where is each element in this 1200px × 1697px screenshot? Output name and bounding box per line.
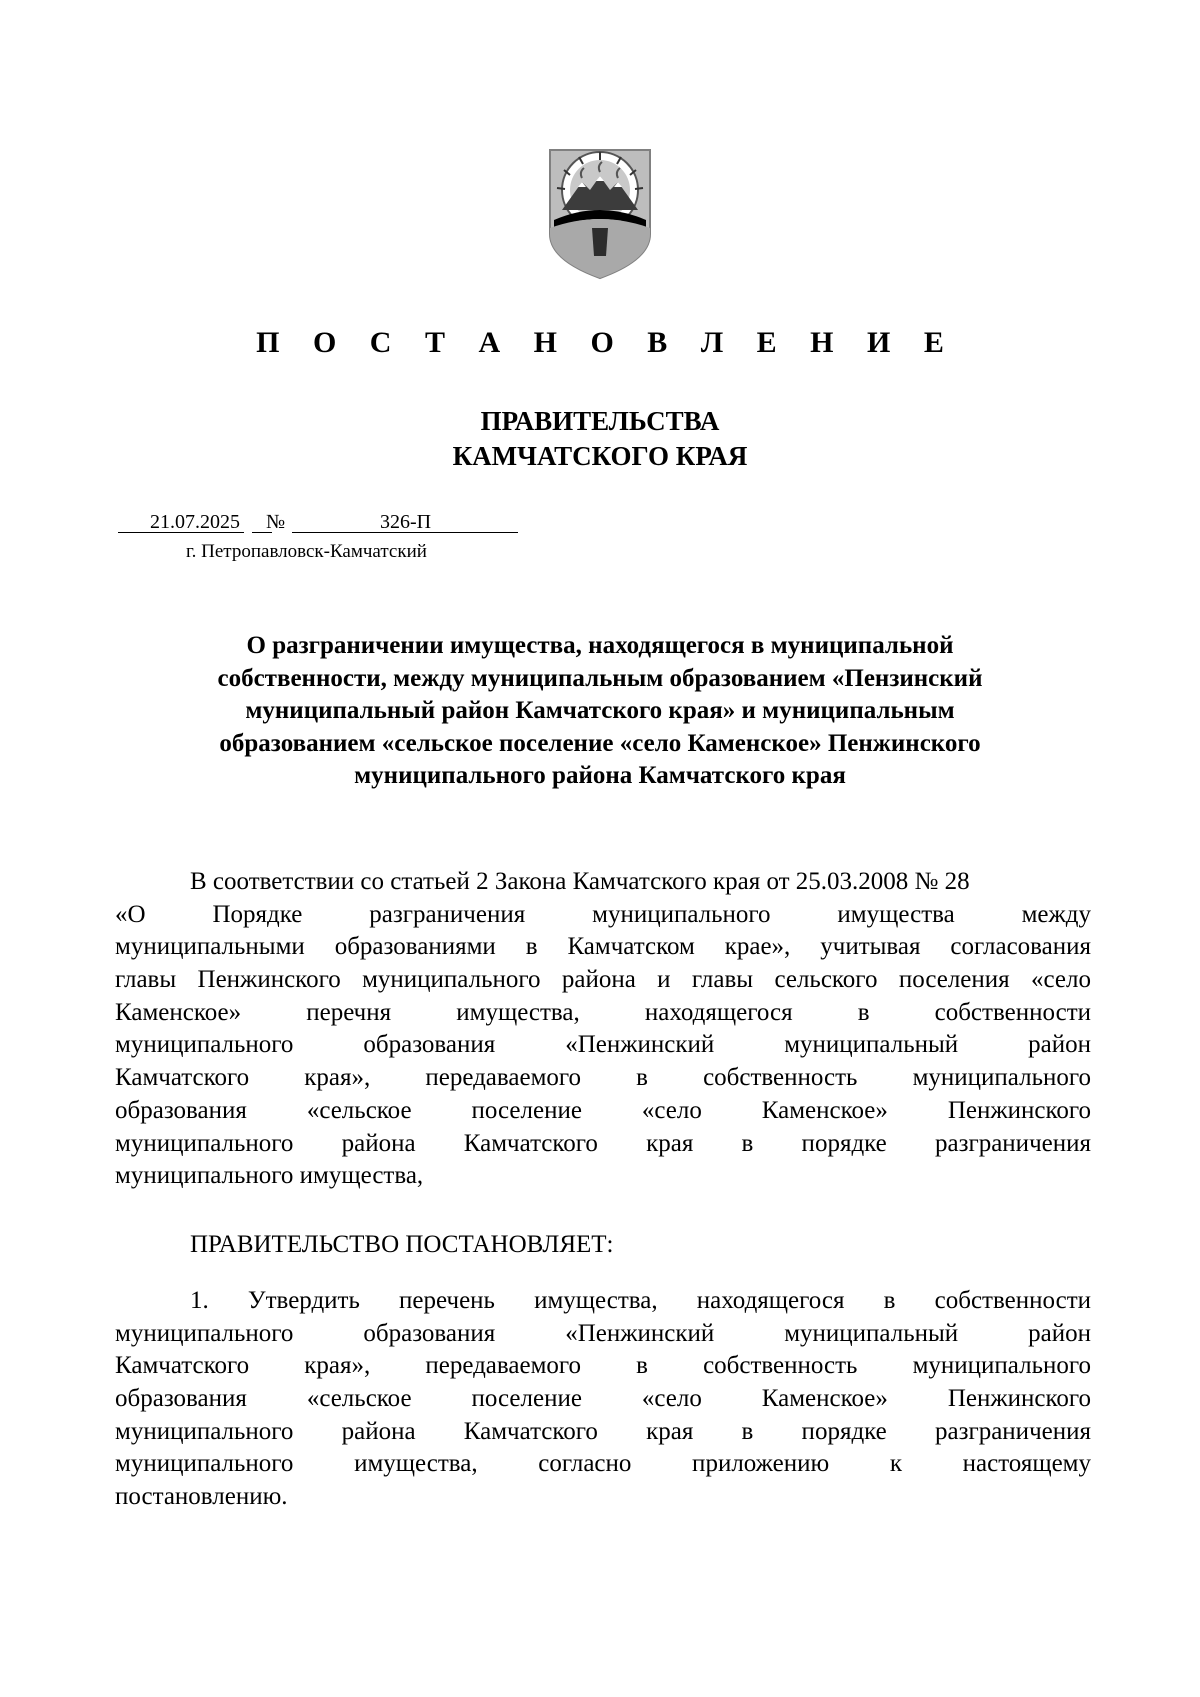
text-line: Камчатского края», передаваемого в собственность муниципального [115, 1064, 1091, 1092]
preamble-paragraph [115, 866, 1091, 1193]
issuer-line-2: КАМЧАТСКОГО КРАЯ [452, 441, 748, 471]
heading-line: образованием «сельское поселение «село Каменское» Пенжинского [219, 729, 981, 757]
text-line: муниципального района Камчатского края в порядке разграничения [115, 1129, 1091, 1157]
text-line: постановлению. [115, 1483, 288, 1511]
heading-line: О разграничении имущества, находящегося в муниципальной [246, 632, 954, 659]
text-line: муниципального образования «Пенжинский муниципальный район [115, 1319, 1091, 1347]
heading-line: муниципальный район Камчатского края» и муниципальным [245, 697, 955, 724]
city-name: г. Петропавловск-Камчатский [186, 541, 427, 562]
document-heading [150, 630, 1050, 793]
coat-of-arms-icon [548, 148, 652, 280]
decree-phrase: ПРАВИТЕЛЬСТВО ПОСТАНОВЛЯЕТ: [190, 1231, 614, 1258]
item-1-paragraph [115, 1285, 1091, 1514]
text-line: В соответствии со статьей 2 Закона Камчатского края от 25.03.2008 № 28 [190, 868, 970, 895]
text-line: муниципального имущества, [115, 1162, 424, 1190]
document-title: П О С Т А Н О В Л Е Н И Е [256, 326, 957, 359]
decree-phrase-paragraph [115, 1229, 1091, 1262]
text-line: Камчатского края», передаваемого в собственность муниципального [115, 1352, 1091, 1380]
text-line: Каменское» перечня имущества, находящегося в собственности [115, 998, 1091, 1026]
text-line: муниципальными образованиями в Камчатском крае», учитывая согласования [115, 933, 1091, 961]
issuer-name [0, 404, 1200, 474]
document-number: 326-П [380, 511, 432, 533]
text-line: 1. Утвердить перечень имущества, находящегося в собственности [190, 1287, 1091, 1314]
heading-line: муниципального района Камчатского края [354, 762, 846, 789]
text-line: муниципального района Камчатского края в порядке разграничения [115, 1417, 1091, 1445]
text-line: муниципального образования «Пенжинский муниципальный район [115, 1031, 1091, 1059]
text-line: «О Порядке разграничения муниципального имущества между [115, 900, 1091, 928]
text-line: муниципального имущества, согласно приложению к настоящему [115, 1450, 1091, 1478]
text-line: образования «сельское поселение «село Каменское» Пенжинского [115, 1096, 1091, 1124]
text-line: главы Пенжинского муниципального района и главы сельского поселения «село [115, 966, 1091, 994]
heading-line: собственности, между муниципальным образованием «Пензинский [217, 664, 983, 692]
text-line: образования «сельское поселение «село Каменское» Пенжинского [115, 1385, 1091, 1413]
issuer-line-1: ПРАВИТЕЛЬСТВА [480, 406, 720, 436]
number-sign: № [266, 511, 286, 533]
document-date: 21.07.2025 [150, 511, 240, 533]
